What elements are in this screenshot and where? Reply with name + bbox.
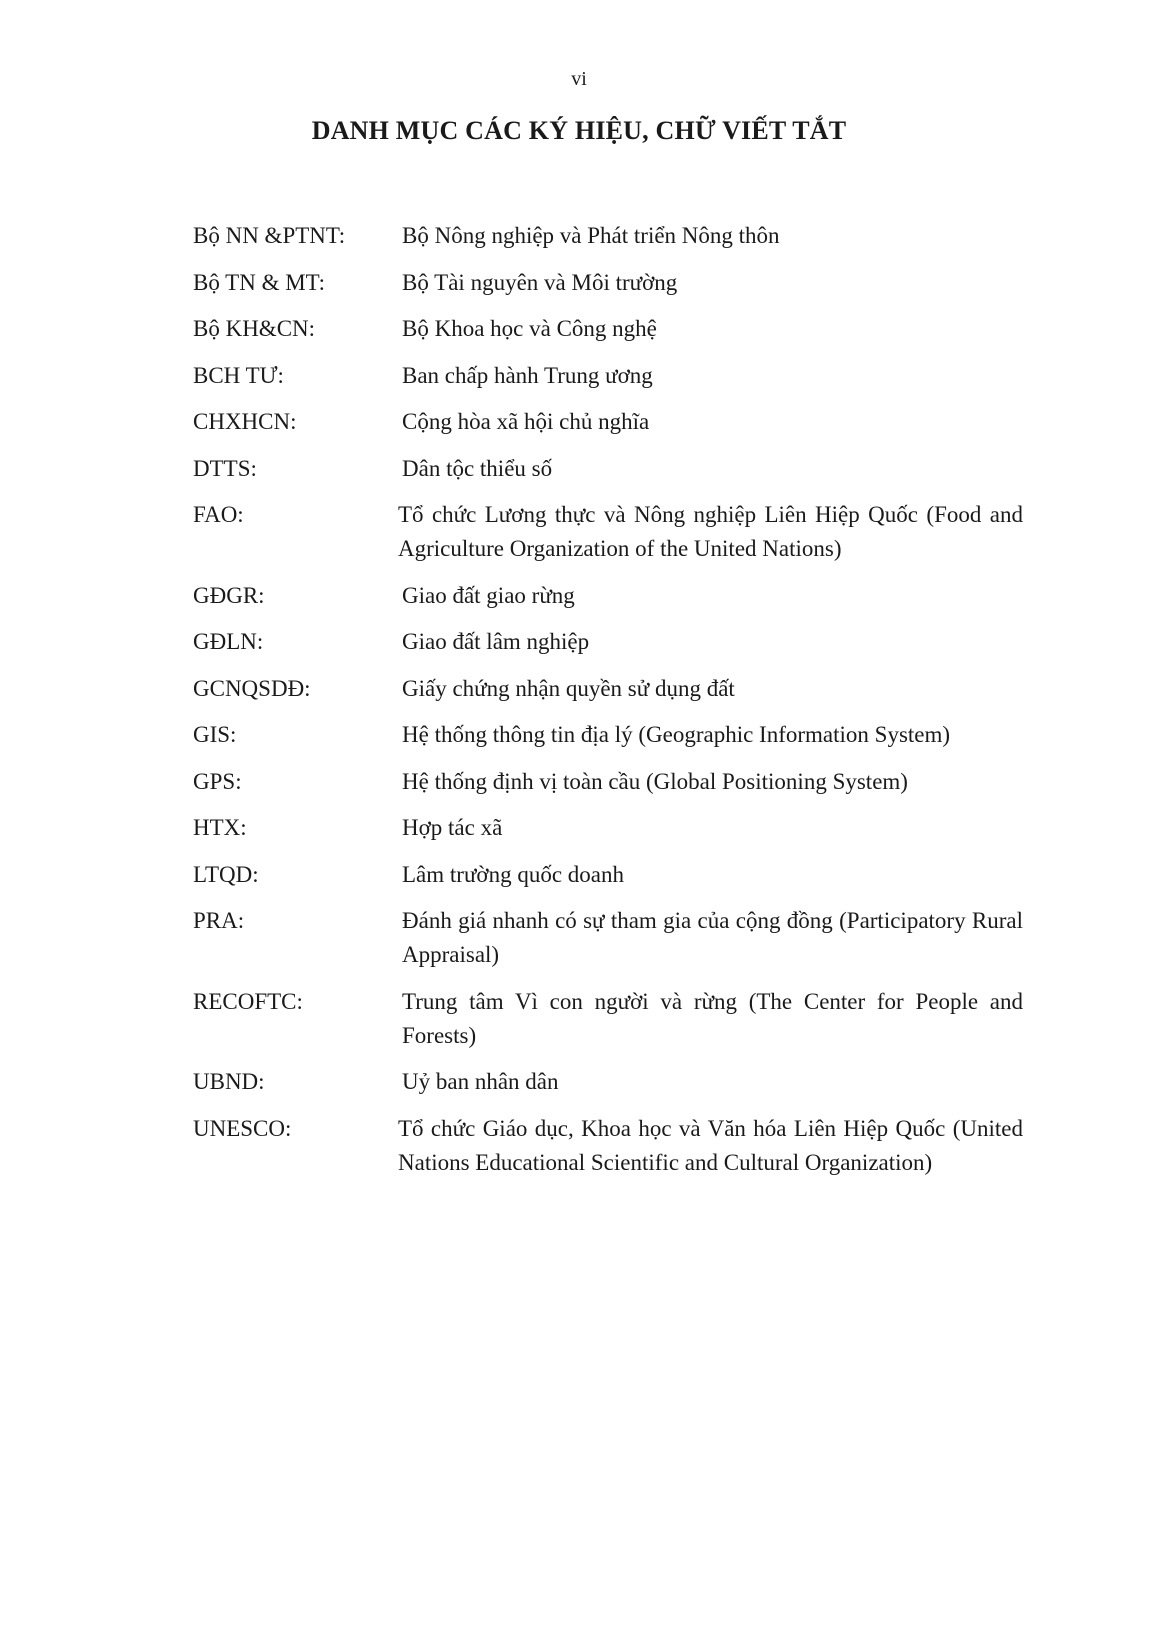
abbreviation-definition: Ban chấp hành Trung ương bbox=[402, 362, 653, 388]
abbreviation-definition: Dân tộc thiểu số bbox=[402, 455, 553, 481]
abbreviation-definition: Uỷ ban nhân dân bbox=[402, 1069, 559, 1094]
abbreviation-definition: Giấy chứng nhận quyền sử dụng đất bbox=[402, 675, 735, 701]
abbreviation-row bbox=[193, 625, 1023, 659]
abbreviation-row bbox=[193, 985, 1023, 1053]
abbreviation-term: GĐGR: bbox=[193, 582, 265, 608]
abbreviation-list bbox=[193, 219, 1023, 1192]
abbreviation-term: LTQD: bbox=[193, 861, 259, 887]
abbreviation-term: RECOFTC: bbox=[193, 988, 303, 1014]
abbreviation-term: FAO: bbox=[193, 502, 244, 527]
abbreviation-row bbox=[193, 405, 1023, 439]
abbreviation-term: Bộ KH&CN: bbox=[193, 316, 316, 341]
abbreviation-definition: Hợp tác xã bbox=[402, 815, 503, 840]
abbreviation-row bbox=[193, 765, 1023, 799]
abbreviation-definition: Giao đất lâm nghiệp bbox=[402, 629, 590, 654]
abbreviation-term: Bộ TN & MT: bbox=[193, 269, 325, 295]
abbreviation-definition: Đánh giá nhanh có sự tham gia của cộng đồng (Participatory Rural Appraisal) bbox=[402, 908, 1023, 967]
abbreviation-term: UBND: bbox=[193, 1069, 265, 1094]
abbreviation-definition: Tổ chức Giáo dục, Khoa học và Văn hóa Liên Hiệp Quốc (United Nations Educational Scientific and Cultural Organization) bbox=[398, 1115, 1023, 1175]
abbreviation-row bbox=[193, 579, 1023, 613]
page-title: DANH MỤC CÁC KÝ HIỆU, CHỮ VIẾT TẮT bbox=[311, 116, 847, 145]
abbreviation-term: PRA: bbox=[193, 908, 245, 933]
abbreviation-row bbox=[193, 312, 1023, 346]
abbreviation-definition: Lâm trường quốc doanh bbox=[402, 861, 624, 887]
abbreviation-row bbox=[193, 1112, 1023, 1180]
abbreviation-term: UNESCO: bbox=[193, 1115, 292, 1141]
abbreviation-row bbox=[193, 858, 1023, 892]
abbreviation-row bbox=[193, 1065, 1023, 1099]
abbreviation-row bbox=[193, 266, 1023, 300]
abbreviation-term: GIS: bbox=[193, 722, 237, 747]
abbreviation-definition: Bộ Nông nghiệp và Phát triển Nông thôn bbox=[402, 223, 780, 248]
abbreviation-term: GPS: bbox=[193, 768, 242, 794]
abbreviation-row bbox=[193, 904, 1023, 972]
abbreviation-row bbox=[193, 498, 1023, 566]
abbreviation-row bbox=[193, 452, 1023, 486]
page-number: vi bbox=[571, 68, 587, 90]
abbreviation-term: BCH TƯ: bbox=[193, 362, 284, 388]
abbreviation-definition: Tổ chức Lương thực và Nông nghiệp Liên Hiệp Quốc (Food and Agriculture Organization of the United Nations) bbox=[398, 502, 1023, 561]
abbreviation-term: GĐLN: bbox=[193, 629, 264, 654]
abbreviation-definition: Hệ thống thông tin địa lý (Geographic Information System) bbox=[402, 722, 951, 747]
abbreviation-term: GCNQSDĐ: bbox=[193, 675, 311, 701]
abbreviation-row bbox=[193, 219, 1023, 253]
abbreviation-term: Bộ NN &PTNT: bbox=[193, 223, 346, 248]
abbreviation-row bbox=[193, 811, 1023, 845]
abbreviation-definition: Cộng hòa xã hội chủ nghĩa bbox=[402, 409, 650, 434]
abbreviation-term: CHXHCN: bbox=[193, 409, 297, 434]
abbreviation-definition: Trung tâm Vì con người và rừng (The Center for People and Forests) bbox=[402, 988, 1023, 1048]
abbreviation-definition: Bộ Khoa học và Công nghệ bbox=[402, 316, 657, 341]
abbreviation-definition: Giao đất giao rừng bbox=[402, 582, 575, 608]
abbreviation-row bbox=[193, 672, 1023, 706]
abbreviation-term: HTX: bbox=[193, 815, 247, 840]
abbreviation-row bbox=[193, 359, 1023, 393]
abbreviation-definition: Hệ thống định vị toàn cầu (Global Positioning System) bbox=[402, 768, 908, 794]
abbreviation-definition: Bộ Tài nguyên và Môi trường bbox=[402, 269, 678, 295]
abbreviation-row bbox=[193, 718, 1023, 752]
abbreviation-term: DTTS: bbox=[193, 455, 257, 481]
